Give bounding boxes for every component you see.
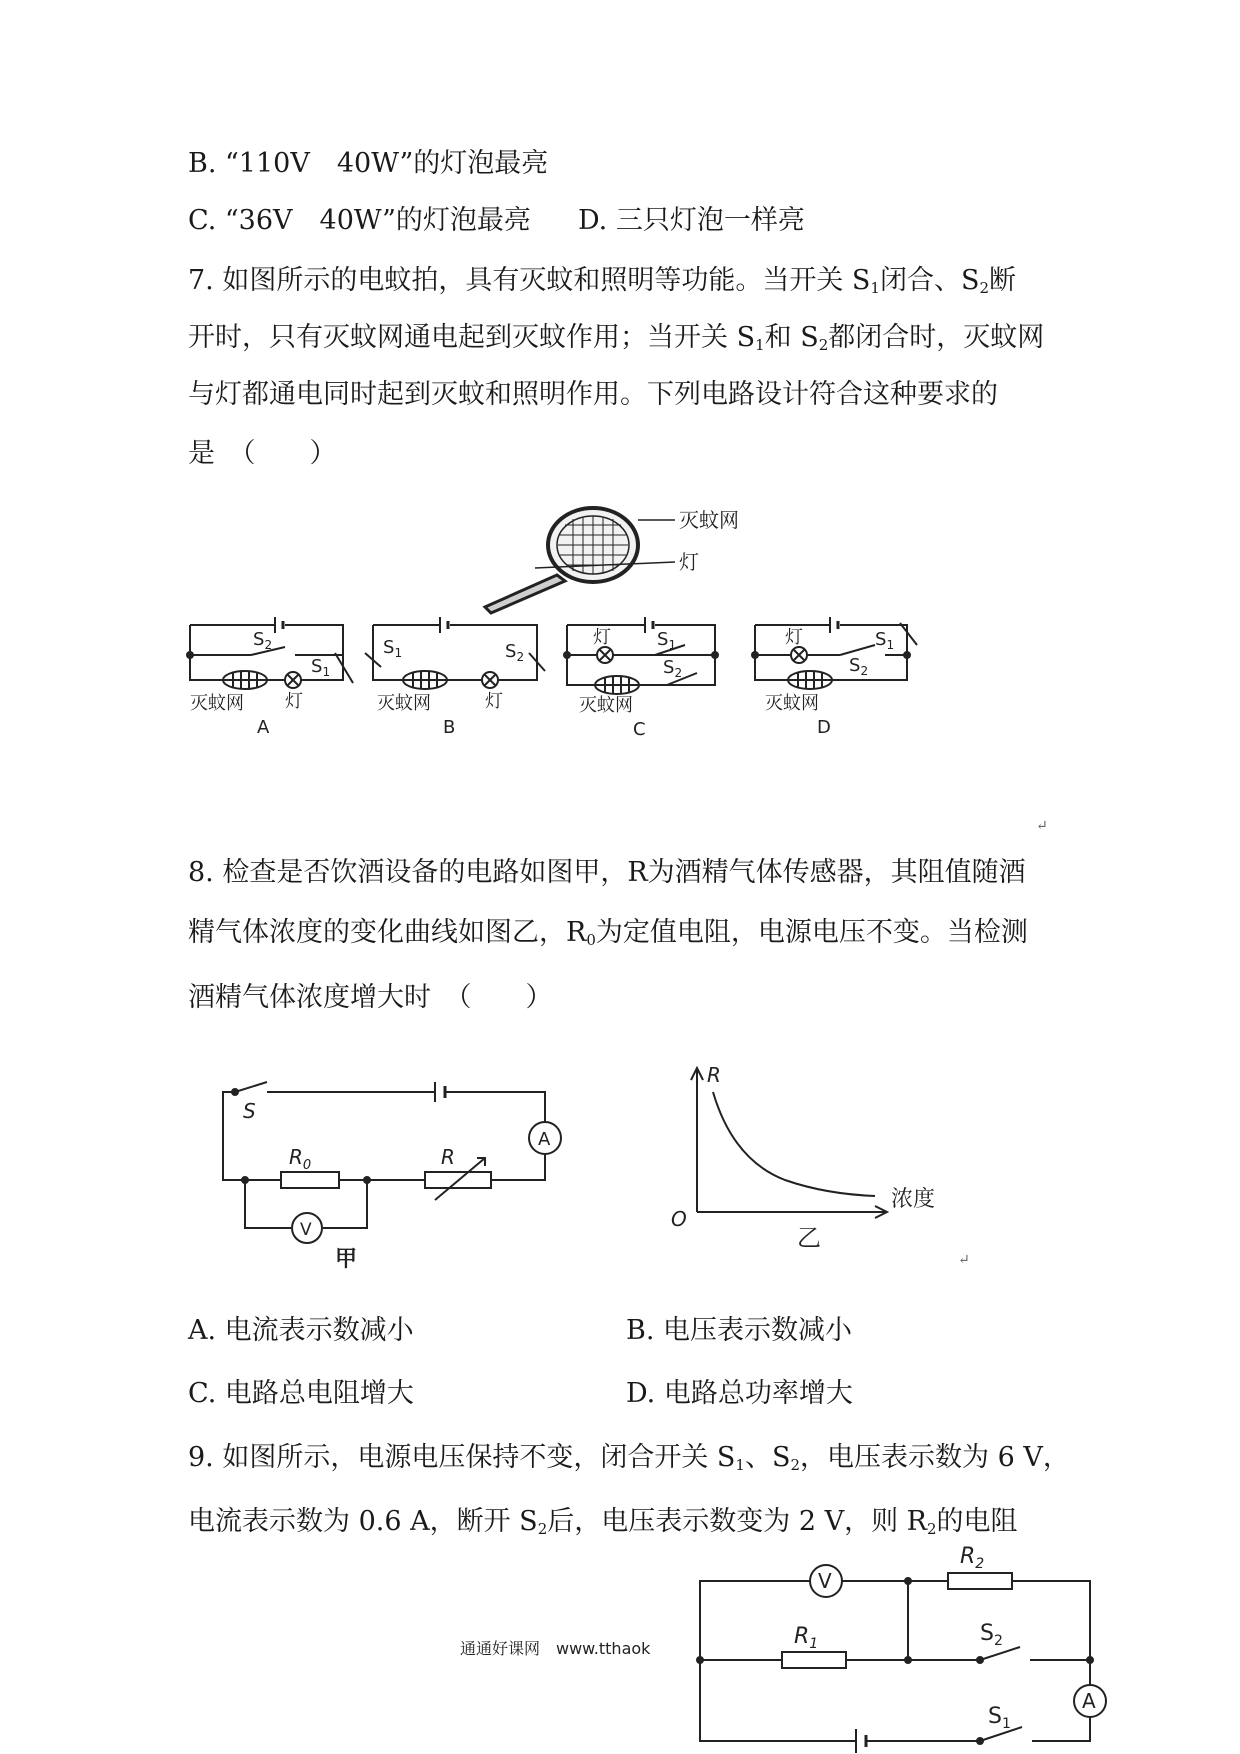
q8-option-d: D. 电路总功率增大 [626, 1378, 853, 1409]
q9-line-2-part-c: 的电阻 [936, 1506, 1018, 1537]
q7-line-2-part-a: 开时，只有灭蚊网通电起到灭蚊作用；当开关 S [188, 322, 756, 353]
q7-line-2-sub-2: 2 [818, 336, 829, 354]
circuit-d-s1-label: $S_1$ [875, 629, 895, 652]
q8-ammeter-label: A [538, 1129, 551, 1150]
q8-r0-label: $R_0$ [289, 1145, 312, 1173]
circuit-b-s2-label: $S_2$ [505, 641, 525, 664]
q8-option-a: A. 电流表示数减小 [188, 1315, 414, 1346]
circuit-d-s2-label: $S_2$ [849, 655, 869, 678]
paragraph-mark-2: ↵ [958, 1252, 970, 1268]
q7-line-2-part-b: 和 S [764, 322, 819, 353]
q9-line-2-part-a: 电流表示数为 0.6 A，断开 S [188, 1506, 538, 1537]
q8-yi-label: 乙 [797, 1224, 821, 1252]
q8-axis-y-label: R [707, 1063, 721, 1087]
q7-line-1-part-a: 7. 如图所示的电蚊拍，具有灭蚊和照明等功能。当开关 S [188, 265, 871, 296]
q9-s1-label: $S_1$ [988, 1704, 1011, 1732]
q8-option-b: B. 电压表示数减小 [626, 1315, 853, 1346]
q6-option-d: D. 三只灯泡一样亮 [578, 205, 805, 236]
circuit-a-option-label: A [257, 717, 270, 738]
q9-circuit [697, 1565, 1106, 1753]
q8-circuit-jia [223, 1082, 561, 1243]
q8-line-2-part-b: 为定值电阻，电源电压不变。当检测 [595, 917, 1028, 948]
q8-axis-x-label: 浓度 [891, 1187, 936, 1212]
q6-option-c: C. “36V 40W”的灯泡最亮 [188, 205, 531, 236]
q8-option-c: C. 电路总电阻增大 [188, 1378, 414, 1409]
q9-line-2-part-b: 后，电压表示数变为 2 V，则 R [547, 1506, 927, 1537]
q8-switch-label: S [243, 1099, 256, 1123]
circuit-c-net-label: 灭蚊网 [579, 695, 633, 716]
q9-line-1-part-a: 9. 如图所示，电源电压保持不变，闭合开关 S [188, 1442, 736, 1473]
q9-r1-label: $R_1$ [794, 1624, 819, 1652]
q7-line-4: 是 （ ） [188, 438, 337, 469]
q8-jia-label: 甲 [335, 1247, 358, 1270]
circuit-b-s1-label: $S_1$ [383, 637, 403, 660]
q8-origin-label: O [671, 1207, 687, 1231]
q6-option-b: B. “110V 40W”的灯泡最亮 [188, 148, 549, 179]
q9-s2-label: $S_2$ [980, 1621, 1003, 1649]
q9-line-2-sub-2: 2 [537, 1520, 548, 1538]
circuit-a-net-label: 灭蚊网 [190, 693, 244, 714]
q8-graph-yi [691, 1068, 887, 1218]
circuit-c-option-label: C [633, 719, 646, 740]
circuit-a-s2-label: $S_2$ [253, 629, 273, 652]
circuit-d-option-label: D [817, 717, 831, 738]
circuit-d-lamp-label: 灯 [785, 627, 803, 648]
q8-line-3: 酒精气体浓度增大时 （ ） [188, 982, 553, 1013]
q7-line-1-sub-1: 1 [870, 279, 880, 297]
circuit-a-s1-label: $S_1$ [311, 656, 331, 679]
q8-line-2-sub: 0 [586, 931, 596, 949]
q8-r-label: R [441, 1145, 455, 1169]
circuit-c-lamp-label: 灯 [593, 627, 611, 648]
q9-line-1-part-b: 、S [744, 1442, 791, 1473]
q9-voltmeter-label: V [818, 1569, 832, 1593]
q8-line-2 [188, 915, 1028, 958]
circuit-b-lamp-label: 灯 [485, 691, 503, 712]
q7-line-1 [188, 263, 1016, 306]
circuit-a-lamp-label: 灯 [285, 691, 303, 712]
swatter-lamp-label: 灯 [679, 550, 699, 574]
q9-line-2 [188, 1504, 1018, 1547]
q9-line-1 [188, 1440, 1070, 1483]
q8-voltmeter-label: V [300, 1220, 312, 1240]
q9-figure [690, 1545, 1130, 1754]
q7-figure [185, 495, 1065, 835]
q7-line-1-part-b: 闭合、S [879, 265, 980, 296]
q9-ammeter-label: A [1082, 1689, 1096, 1713]
circuit-c [564, 617, 718, 694]
q9-line-1-sub-2: 2 [790, 1456, 801, 1474]
q7-line-1-part-c: 断 [989, 265, 1017, 296]
q8-line-1: 8. 检查是否饮酒设备的电路如图甲，R为酒精气体传感器，其阻值随酒 [188, 857, 1026, 888]
q7-line-3: 与灯都通电同时起到灭蚊和照明作用。下列电路设计符合这种要求的 [188, 379, 998, 410]
swatter-illustration [485, 508, 675, 613]
paragraph-mark: ↵ [1036, 818, 1048, 834]
q8-figure [185, 1040, 1015, 1270]
footer-site-text: 通通好课网 www.tthaok [460, 1639, 651, 1658]
circuit-c-s1-label: $S_1$ [657, 629, 677, 652]
q7-line-2-sub-1: 1 [755, 336, 765, 354]
q8-line-2-part-a: 精气体浓度的变化曲线如图乙，R [188, 917, 587, 948]
circuit-d-net-label: 灭蚊网 [765, 693, 819, 714]
circuit-c-s2-label: $S_2$ [663, 657, 683, 680]
swatter-net-label: 灭蚊网 [679, 508, 739, 532]
circuit-b-option-label: B [443, 717, 456, 738]
q9-line-2-sub-r2: 2 [927, 1520, 937, 1538]
q9-line-1-sub-1: 1 [735, 1456, 745, 1474]
q7-line-1-sub-2: 2 [979, 279, 990, 297]
circuit-d [752, 617, 917, 689]
circuit-b-net-label: 灭蚊网 [377, 693, 431, 714]
q7-line-2 [188, 320, 1044, 363]
q9-line-1-part-c: ，电压表示数为 6 V， [800, 1442, 1070, 1473]
q9-r2-label: $R_2$ [960, 1545, 985, 1572]
q7-line-2-part-c: 都闭合时，灭蚊网 [828, 322, 1045, 353]
